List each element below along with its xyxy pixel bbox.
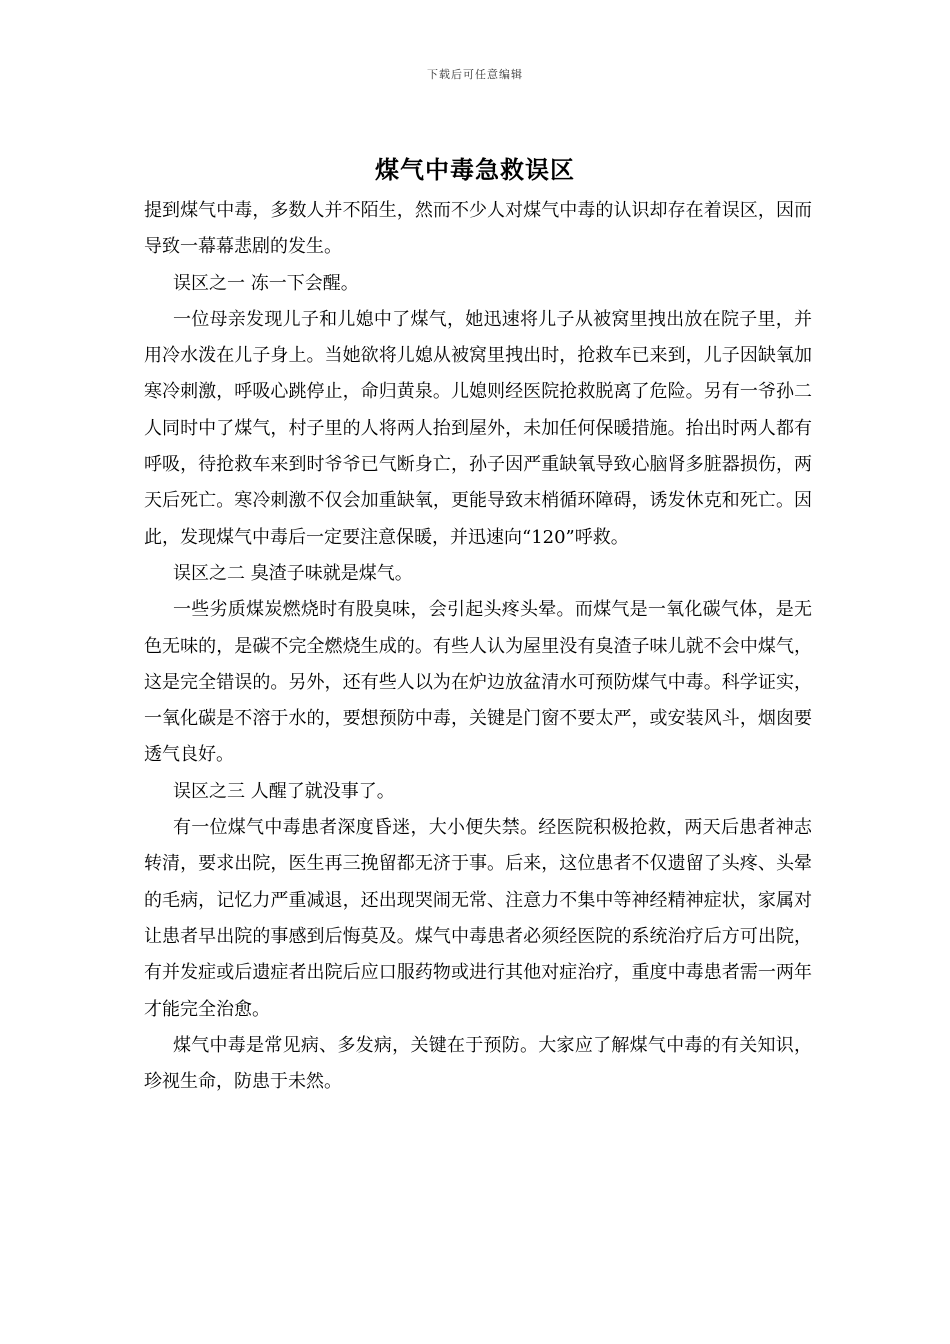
- myth-2-heading: 误区之二 臭渣子味就是煤气。: [173, 562, 413, 584]
- intro-paragraph: 提到煤气中毒，多数人并不陌生，然而不少人对煤气中毒的认识却存在着误区，因而导致一幕幕悲剧的发生。: [144, 200, 812, 258]
- myth-1-paragraph: 一位母亲发现儿子和儿媳中了煤气，她迅速将儿子从被窝里拽出放在院子里，并用冷水泼在儿子身上。当她欲将儿媳从被窝里拽出时，抢救车已来到，儿子因缺氧加寒冷刺激，呼吸心跳停止，命归黄泉。儿媳则经医院抢救脱离了危险。另有一爷孙二人同时中了煤气，村子里的人将两人抬到屋外，未加任何保暖措施。抬出时两人都有呼吸，待抢救车来到时爷爷已气断身亡，孙子因严重缺氧导致心脑肾多脏器损伤，两天后死亡。寒冷刺激不仅会加重缺氧，更能导致末梢循环障碍，诱发休克和死亡。因此，发现煤气中毒后一定要注意保暖，并迅速向“120”呼救。: [144, 308, 812, 548]
- myth-1-heading: 误区之一 冻一下会醒。: [173, 272, 359, 294]
- document-title: 煤气中毒急救误区: [375, 155, 575, 184]
- myth-2-paragraph: 一些劣质煤炭燃烧时有股臭味，会引起头疼头晕。而煤气是一氧化碳气体，是无色无味的，是碳不完全燃烧生成的。有些人认为屋里没有臭渣子味儿就不会中煤气，这是完全错误的。另外，还有些人以为在炉边放盆清水可预防煤气中毒。科学证实，一氧化碳是不溶于水的，要想预防中毒，关键是门窗不要太严，或安装风斗，烟囱要透气良好。: [144, 599, 812, 766]
- header-note: 下载后可任意编辑: [427, 68, 523, 81]
- document-body: [144, 193, 812, 1100]
- conclusion-paragraph: 煤气中毒是常见病、多发病，关键在于预防。大家应了解煤气中毒的有关知识，珍视生命，防患于未然。: [144, 1034, 812, 1093]
- myth-3-heading: 误区之三 人醒了就没事了。: [173, 780, 395, 802]
- myth-3-paragraph: 有一位煤气中毒患者深度昏迷，大小便失禁。经医院积极抢救，两天后患者神志转清，要求出院，医生再三挽留都无济于事。后来，这位患者不仅遗留了头疼、头晕的毛病，记忆力严重减退，还出现哭闹无常、注意力不集中等神经精神症状，家属对让患者早出院的事感到后悔莫及。煤气中毒患者必须经医院的系统治疗后方可出院，有并发症或后遗症者出院后应口服药物或进行其他对症治疗，重度中毒患者需一两年才能完全治愈。: [144, 817, 812, 1020]
